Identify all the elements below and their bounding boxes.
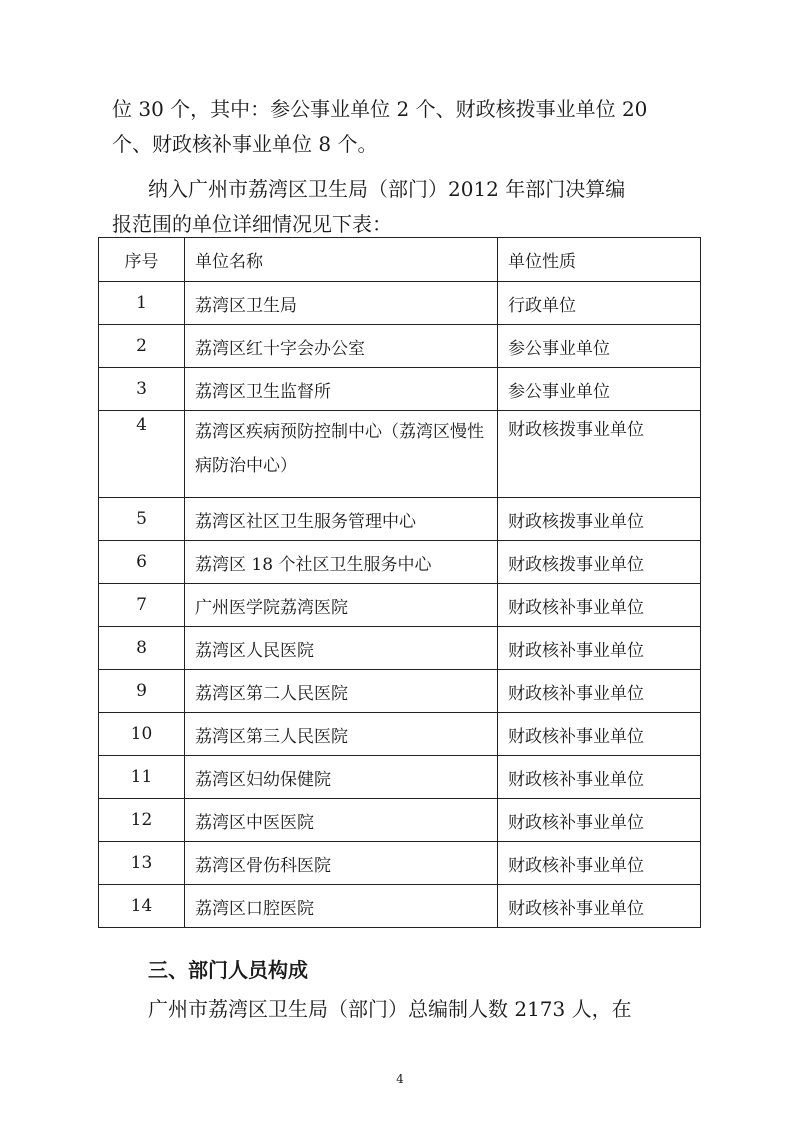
section-heading: 三、部门人员构成 [148, 958, 308, 982]
row-index: 2 [99, 325, 185, 368]
row-nature: 财政核补事业单位 [498, 627, 701, 670]
intro-line-1: 位 30 个，其中：参公事业单位 2 个、财政核拨事业单位 20 [112, 97, 648, 121]
header-name: 单位名称 [185, 238, 498, 282]
table-row [99, 885, 701, 928]
table-row [99, 411, 701, 498]
table-row [99, 756, 701, 799]
table-row [99, 799, 701, 842]
intro-line-4: 报范围的单位详细情况见下表： [112, 212, 392, 236]
row-index: 10 [99, 713, 185, 756]
row-nature: 财政核补事业单位 [498, 799, 701, 842]
row-index: 14 [99, 885, 185, 928]
row-name: 荔湾区卫生局 [185, 282, 498, 325]
header-nature: 单位性质 [498, 238, 701, 282]
row-name: 荔湾区卫生监督所 [185, 368, 498, 411]
row-name: 荔湾区口腔医院 [185, 885, 498, 928]
row-nature: 财政核拨事业单位 [498, 498, 701, 541]
row-index: 11 [99, 756, 185, 799]
table-row [99, 584, 701, 627]
table-row [99, 713, 701, 756]
table-row [99, 498, 701, 541]
row-nature: 参公事业单位 [498, 325, 701, 368]
row-index: 13 [99, 842, 185, 885]
row-name: 荔湾区妇幼保健院 [185, 756, 498, 799]
row-name: 荔湾区第二人民医院 [185, 670, 498, 713]
table-row [99, 368, 701, 411]
intro-line-2: 个、财政核补事业单位 8 个。 [112, 132, 378, 156]
row-nature: 财政核补事业单位 [498, 670, 701, 713]
row-nature: 参公事业单位 [498, 368, 701, 411]
unit-table [98, 237, 701, 928]
intro-line-3: 纳入广州市荔湾区卫生局（部门）2012 年部门决算编 [148, 177, 626, 201]
row-name: 荔湾区 18 个社区卫生服务中心 [185, 541, 498, 584]
table-row [99, 282, 701, 325]
section-line-1: 广州市荔湾区卫生局（部门）总编制人数 2173 人，在 [148, 997, 632, 1021]
row-index: 9 [99, 670, 185, 713]
row-index: 3 [99, 368, 185, 411]
table-row [99, 670, 701, 713]
row-name: 荔湾区第三人民医院 [185, 713, 498, 756]
row-name: 荔湾区骨伤科医院 [185, 842, 498, 885]
row-nature: 财政核补事业单位 [498, 756, 701, 799]
row-name: 荔湾区红十字会办公室 [185, 325, 498, 368]
row-nature: 财政核补事业单位 [498, 885, 701, 928]
table-row [99, 842, 701, 885]
row-name: 荔湾区疾病预防控制中心（荔湾区慢性病防治中心） [185, 411, 498, 498]
row-nature: 财政核拨事业单位 [498, 411, 701, 498]
header-index: 序号 [99, 238, 185, 282]
row-name: 广州医学院荔湾医院 [185, 584, 498, 627]
row-name: 荔湾区人民医院 [185, 627, 498, 670]
table-header-row [99, 238, 701, 282]
row-index: 6 [99, 541, 185, 584]
row-index: 12 [99, 799, 185, 842]
row-name: 荔湾区社区卫生服务管理中心 [185, 498, 498, 541]
row-nature: 行政单位 [498, 282, 701, 325]
row-index: 7 [99, 584, 185, 627]
row-index: 4 [99, 411, 185, 498]
row-nature: 财政核补事业单位 [498, 713, 701, 756]
table-row [99, 627, 701, 670]
row-nature: 财政核拨事业单位 [498, 541, 701, 584]
row-index: 8 [99, 627, 185, 670]
page-number: 4 [396, 1072, 404, 1086]
row-index: 5 [99, 498, 185, 541]
row-index: 1 [99, 282, 185, 325]
row-nature: 财政核补事业单位 [498, 842, 701, 885]
row-name: 荔湾区中医医院 [185, 799, 498, 842]
table-row [99, 541, 701, 584]
row-nature: 财政核补事业单位 [498, 584, 701, 627]
table-row [99, 325, 701, 368]
